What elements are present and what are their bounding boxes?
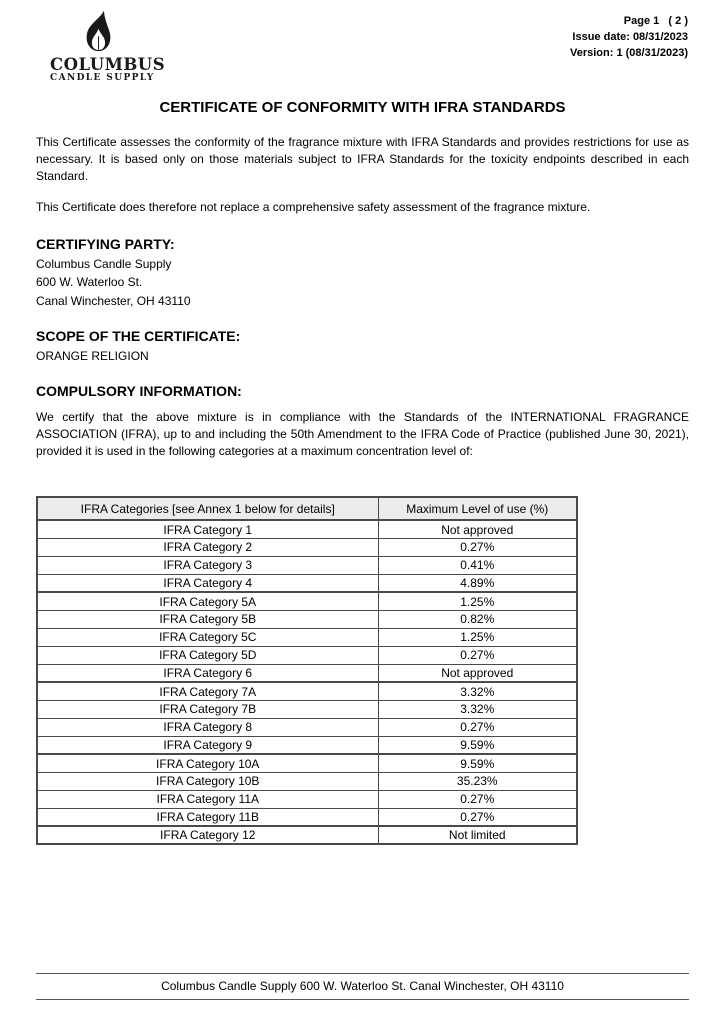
version: Version: 1 (08/31/2023) bbox=[569, 47, 688, 59]
doc-meta bbox=[570, 13, 688, 61]
level-cell: 0.27% bbox=[378, 790, 577, 808]
columbus-logo bbox=[50, 10, 166, 84]
level-cell: 9.59% bbox=[378, 736, 577, 754]
doc-title: CERTIFICATE OF CONFORMITY WITH IFRA STANDARDS bbox=[159, 99, 566, 116]
table-row bbox=[37, 664, 577, 682]
certifying-party-name: Columbus Candle Supply bbox=[36, 257, 172, 272]
table-row bbox=[37, 718, 577, 736]
section-certifying-party bbox=[36, 236, 689, 310]
table-row bbox=[37, 610, 577, 628]
compulsory-paragraph: We certify that the above mixture is in compliance with the Standards of the INTERNATIONAL FRAGRANCE ASSOCIATION (IFRA), up to and including the 50th Amendment to the IFRA Code of Practice (published June 30, 2021), provided it is used in the following categories at a maximum concentration level of: bbox=[36, 410, 689, 459]
level-cell: 0.27% bbox=[378, 646, 577, 664]
scope-value: ORANGE RELIGION bbox=[36, 349, 149, 364]
page-number: Page 1 ( 2 ) bbox=[623, 15, 688, 27]
table-row bbox=[37, 772, 577, 790]
certifying-party-heading: CERTIFYING PARTY: bbox=[36, 236, 175, 253]
logo-subtitle: CANDLE SUPPLY bbox=[50, 73, 155, 84]
category-cell: IFRA Category 10A bbox=[37, 754, 378, 772]
scope-heading: SCOPE OF THE CERTIFICATE: bbox=[36, 327, 241, 344]
category-cell: IFRA Category 3 bbox=[37, 556, 378, 574]
table-row bbox=[37, 790, 577, 808]
category-cell: IFRA Category 4 bbox=[37, 574, 378, 592]
table-row bbox=[37, 628, 577, 646]
section-compulsory bbox=[36, 383, 689, 460]
content bbox=[36, 97, 689, 845]
level-cell: 0.27% bbox=[378, 718, 577, 736]
category-cell: IFRA Category 11B bbox=[37, 808, 378, 826]
certifying-party-city: Canal Winchester, OH 43110 bbox=[36, 293, 191, 308]
level-cell: Not approved bbox=[378, 664, 577, 682]
table-row bbox=[37, 520, 577, 538]
category-cell: IFRA Category 11A bbox=[37, 790, 378, 808]
issue-date: Issue date: 08/31/2023 bbox=[572, 31, 688, 43]
compulsory-heading: COMPULSORY INFORMATION: bbox=[36, 383, 242, 400]
level-cell: 9.59% bbox=[378, 754, 577, 772]
level-cell: 0.27% bbox=[378, 538, 577, 556]
category-cell: IFRA Category 5D bbox=[37, 646, 378, 664]
category-cell: IFRA Category 5B bbox=[37, 610, 378, 628]
table-row bbox=[37, 808, 577, 826]
footer-text: Columbus Candle Supply 600 W. Waterloo St. Canal Winchester, OH 43110 bbox=[161, 979, 564, 993]
ifra-table bbox=[36, 496, 578, 845]
level-cell: 1.25% bbox=[378, 592, 577, 610]
column-header-categories: IFRA Categories [see Annex 1 below for details] bbox=[37, 497, 378, 520]
intro-paragraph-1: This Certificate assesses the conformity of the fragrance mixture with IFRA Standards and provides restrictions for use as necessary. It is based only on those materials subject to IFRA Standards for the toxicity endpoints described in each Standard. bbox=[36, 135, 689, 184]
level-cell: 4.89% bbox=[378, 574, 577, 592]
table-header-row bbox=[37, 497, 577, 520]
table-row bbox=[37, 736, 577, 754]
category-cell: IFRA Category 8 bbox=[37, 718, 378, 736]
category-cell: IFRA Category 5A bbox=[37, 592, 378, 610]
category-cell: IFRA Category 12 bbox=[37, 826, 378, 844]
level-cell: Not approved bbox=[378, 520, 577, 538]
table-row bbox=[37, 826, 577, 844]
certifying-party-street: 600 W. Waterloo St. bbox=[36, 275, 143, 290]
flame-icon bbox=[50, 10, 146, 55]
level-cell: 1.25% bbox=[378, 628, 577, 646]
level-cell: 3.32% bbox=[378, 682, 577, 700]
table-row bbox=[37, 700, 577, 718]
footer bbox=[36, 973, 689, 1000]
column-header-max-level: Maximum Level of use (%) bbox=[378, 497, 577, 520]
table-row bbox=[37, 538, 577, 556]
category-cell: IFRA Category 7A bbox=[37, 682, 378, 700]
category-cell: IFRA Category 1 bbox=[37, 520, 378, 538]
table-row bbox=[37, 574, 577, 592]
category-cell: IFRA Category 5C bbox=[37, 628, 378, 646]
logo-wordmark: COLUMBUS bbox=[50, 55, 166, 74]
table-row bbox=[37, 682, 577, 700]
table-row bbox=[37, 556, 577, 574]
level-cell: 3.32% bbox=[378, 700, 577, 718]
category-cell: IFRA Category 10B bbox=[37, 772, 378, 790]
intro-paragraph-2: This Certificate does therefore not replace a comprehensive safety assessment of the fragrance mixture. bbox=[36, 200, 591, 215]
category-cell: IFRA Category 7B bbox=[37, 700, 378, 718]
level-cell: 35.23% bbox=[378, 772, 577, 790]
level-cell: 0.41% bbox=[378, 556, 577, 574]
level-cell: Not limited bbox=[378, 826, 577, 844]
category-cell: IFRA Category 6 bbox=[37, 664, 378, 682]
table-row bbox=[37, 754, 577, 772]
table-row bbox=[37, 592, 577, 610]
category-cell: IFRA Category 2 bbox=[37, 538, 378, 556]
category-cell: IFRA Category 9 bbox=[37, 736, 378, 754]
ifra-table-body bbox=[37, 520, 577, 844]
table-row bbox=[37, 646, 577, 664]
level-cell: 0.82% bbox=[378, 610, 577, 628]
level-cell: 0.27% bbox=[378, 808, 577, 826]
section-scope bbox=[36, 328, 689, 365]
